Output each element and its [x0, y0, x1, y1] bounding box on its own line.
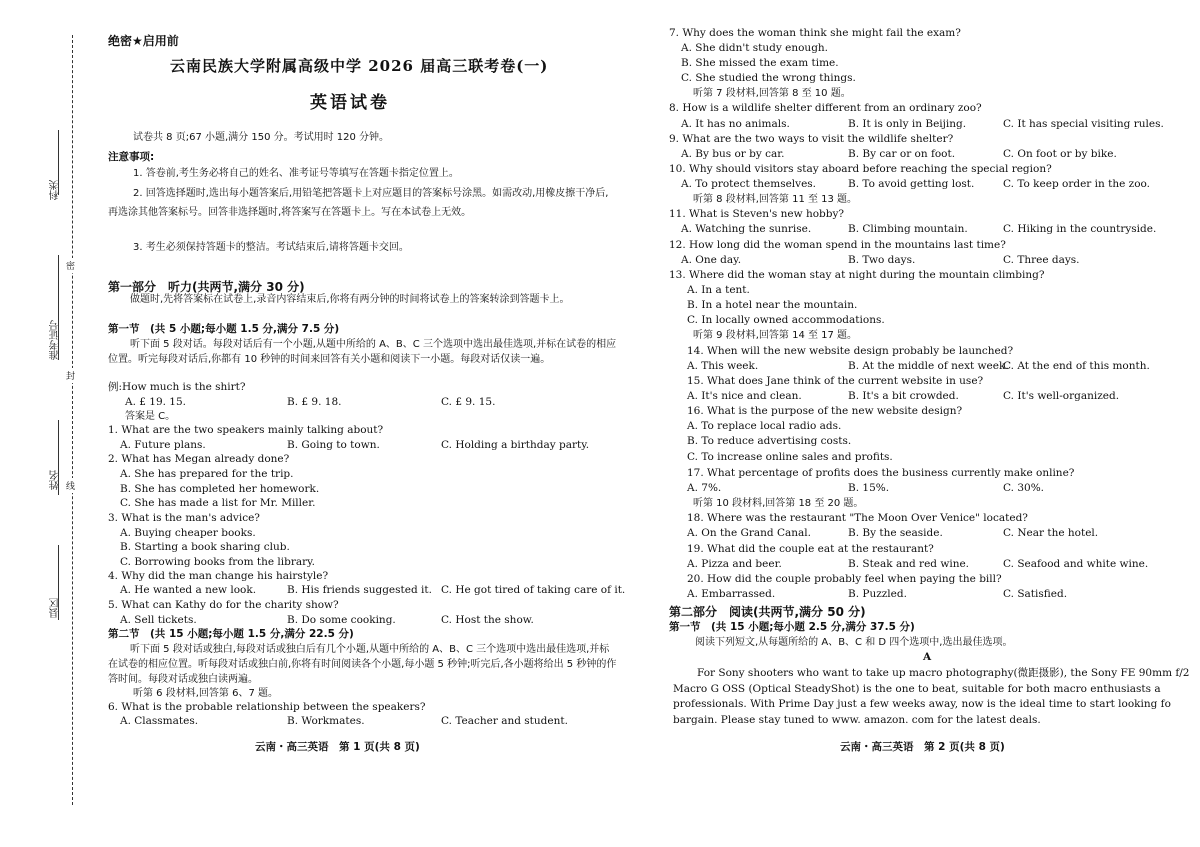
q7-option-c: C. She studied the wrong things.	[681, 72, 856, 84]
seal-char-xian: 线	[66, 478, 75, 493]
q3-option-c: C. Borrowing books from the library.	[120, 556, 316, 568]
question-10: 10. Why should visitors stay aboard before reaching the special region?	[669, 163, 1052, 175]
q18-option-c: C. Near the hotel.	[1003, 527, 1099, 539]
page-1	[105, 0, 625, 847]
passage-letter: A	[923, 651, 932, 663]
question-18: 18. Where was the restaurant "The Moon Over Venice" located?	[687, 512, 1028, 524]
q19-option-a: A. Pizza and beer.	[687, 558, 782, 570]
q11-option-c: C. Hiking in the countryside.	[1003, 223, 1157, 235]
q14-option-b: B. At the middle of next week.	[848, 360, 1009, 372]
q13-option-c: C. In locally owned accommodations.	[687, 314, 885, 326]
question-17: 17. What percentage of profits does the business currently make online?	[687, 467, 1075, 479]
example-option-b: B. £ 9. 18.	[287, 396, 342, 408]
q18-option-a: A. On the Grand Canal.	[687, 527, 812, 539]
material-7-label: 听第 7 段材料,回答第 8 至 10 题。	[693, 88, 851, 99]
question-2: 2. What has Megan already done?	[108, 453, 290, 465]
q12-option-c: C. Three days.	[1003, 254, 1080, 266]
exam-info: 试卷共 8 页;67 小题,满分 150 分。考试用时 120 分钟。	[133, 132, 390, 143]
q17-option-c: C. 30%.	[1003, 482, 1045, 494]
reading-section1-instructions: 阅读下列短文,从每题所给的 A、B、C 和 D 四个选项中,选出最佳选项。	[695, 637, 1013, 648]
q13-option-a: A. In a tent.	[687, 284, 750, 296]
page-1-footer: 云南・高三英语 第 1 页(共 8 页)	[255, 741, 420, 753]
q17-option-b: B. 15%.	[848, 482, 890, 494]
q3-option-a: A. Buying cheaper books.	[120, 527, 256, 539]
note-3: 3. 考生必须保持答题卡的整洁。考试结束后,请将答题卡交回。	[133, 242, 409, 253]
q19-option-b: B. Steak and red wine.	[848, 558, 970, 570]
reading-section1-heading: 第一节 (共 15 小题;每小题 2.5 分,满分 37.5 分)	[669, 621, 915, 633]
question-7: 7. Why does the woman think she might fail the exam?	[669, 27, 961, 39]
q18-option-b: B. By the seaside.	[848, 527, 943, 539]
secret-mark: 绝密★启用前	[108, 34, 179, 48]
section2-instructions: 听下面 5 段对话或独白,每段对话或独白后有几个小题,从题中所给的 A、B、C 三个选项中选出最佳选项,并标在试卷的相应位置。听每段对话或独白前,你将有时间阅读各个小题,每小题 5 秒钟;听完后,各小题将给出 5 秒钟的作答时间。每段对话或独白读两遍。	[108, 644, 617, 686]
seal-char-mi: 密	[66, 258, 75, 273]
q1-option-c: C. Holding a birthday party.	[441, 439, 590, 451]
question-1: 1. What are the two speakers mainly talking about?	[108, 424, 384, 436]
q8-option-c: C. It has special visiting rules.	[1003, 118, 1164, 130]
q5-option-a: A. Sell tickets.	[120, 614, 197, 626]
material-9-label: 听第 9 段材料,回答第 14 至 17 题。	[693, 330, 858, 341]
q16-option-c: C. To increase online sales and profits.	[687, 451, 893, 463]
q14-option-a: A. This week.	[687, 360, 759, 372]
example-option-a: A. £ 19. 15.	[125, 396, 187, 408]
question-3: 3. What is the man's advice?	[108, 512, 260, 524]
q11-option-b: B. Climbing mountain.	[848, 223, 968, 235]
q15-option-b: B. It's a bit crowded.	[848, 390, 959, 402]
q5-option-b: B. Do some cooking.	[287, 614, 396, 626]
q2-option-a: A. She has prepared for the trip.	[120, 468, 294, 480]
question-16: 16. What is the purpose of the new website design?	[687, 405, 963, 417]
question-19: 19. What did the couple eat at the restaurant?	[687, 543, 934, 555]
part1-instructions: 做题时,先将答案标在试卷上,录音内容结束后,你将有两分钟的时间将试卷上的答案转涂到答题卡上。	[130, 294, 570, 305]
q4-option-a: A. He wanted a new look.	[120, 584, 257, 596]
passage-line-1: For Sony shooters who want to take up macro photography(微距摄影), the Sony FE 90mm f/2	[697, 667, 1190, 679]
question-20: 20. How did the couple probably feel when paying the bill?	[687, 573, 1002, 585]
section1-heading: 第一节 (共 5 小题;每小题 1.5 分,满分 7.5 分)	[108, 323, 340, 335]
q4-option-c: C. He got tired of taking care of it.	[441, 584, 626, 596]
q1-option-b: B. Going to town.	[287, 439, 380, 451]
q10-option-a: A. To protect themselves.	[681, 178, 817, 190]
q16-option-a: A. To replace local radio ads.	[687, 420, 842, 432]
q2-option-b: B. She has completed her homework.	[120, 483, 320, 495]
q3-option-b: B. Starting a book sharing club.	[120, 541, 290, 553]
page-2-footer: 云南・高三英语 第 2 页(共 8 页)	[840, 741, 1005, 753]
seal-char-feng: 封	[66, 368, 75, 383]
label-exam-number: 准考证号	[50, 320, 61, 360]
note-2: 2. 回答选择题时,选出每小题答案后,用铅笔把答题卡上对应题目的答案标号涂黑。如需改动,用橡皮擦干净后,再选涂其他答案标号。回答非选择题时,将答案写在答题卡上。写在本试卷上无效。	[108, 188, 609, 218]
notes-heading: 注意事项:	[108, 151, 155, 163]
q12-option-b: B. Two days.	[848, 254, 916, 266]
question-8: 8. How is a wildlife shelter different from an ordinary zoo?	[669, 102, 982, 114]
seal-dashed-line	[72, 35, 73, 805]
question-14: 14. When will the new website design probably be launched?	[687, 345, 1014, 357]
q8-option-a: A. It has no animals.	[681, 118, 790, 130]
q8-option-b: B. It is only in Beijing.	[848, 118, 967, 130]
label-name: 姓名	[50, 470, 61, 490]
exam-title: 云南民族大学附属高级中学 2026 届高三联考卷(一)	[170, 57, 549, 75]
q20-option-a: A. Embarrassed.	[687, 588, 776, 600]
q11-option-a: A. Watching the sunrise.	[681, 223, 812, 235]
note-1: 1. 答卷前,考生务必将自己的姓名、准考证号等填写在答题卡指定位置上。	[133, 168, 459, 179]
q13-option-b: B. In a hotel near the mountain.	[687, 299, 858, 311]
material-6-label: 听第 6 段材料,回答第 6、7 题。	[133, 688, 278, 699]
q12-option-a: A. One day.	[681, 254, 742, 266]
question-6: 6. What is the probable relationship between the speakers?	[108, 701, 426, 713]
example-answer: 答案是 C。	[125, 411, 176, 422]
q20-option-c: C. Satisfied.	[1003, 588, 1068, 600]
q15-option-a: A. It's nice and clean.	[687, 390, 802, 402]
question-9: 9. What are the two ways to visit the wildlife shelter?	[669, 133, 954, 145]
q7-option-b: B. She missed the exam time.	[681, 57, 839, 69]
exam-subject-title: 英语试卷	[310, 93, 390, 113]
q9-option-a: A. By bus or by car.	[681, 148, 785, 160]
material-10-label: 听第 10 段材料,回答第 18 至 20 题。	[693, 498, 864, 509]
q1-option-a: A. Future plans.	[120, 439, 206, 451]
label-subject: 科类	[50, 180, 61, 200]
q10-option-c: C. To keep order in the zoo.	[1003, 178, 1150, 190]
q10-option-b: B. To avoid getting lost.	[848, 178, 975, 190]
question-5: 5. What can Kathy do for the charity show?	[108, 599, 339, 611]
example-question: 例:How much is the shirt?	[108, 381, 246, 393]
section1-instructions: 听下面 5 段对话。每段对话后有一个小题,从题中所给的 A、B、C 三个选项中选出最佳选项,并标在试卷的相应位置。听完每段对话后,你都有 10 秒钟的时间来回答有关小题和阅读下一小题。每段对话仅读一遍。	[108, 339, 617, 366]
part2-heading: 第二部分 阅读(共两节,满分 50 分)	[669, 605, 866, 619]
q9-option-c: C. On foot or by bike.	[1003, 148, 1117, 160]
q15-option-c: C. It's well-organized.	[1003, 390, 1120, 402]
part1-heading: 第一部分 听力(共两节,满分 30 分)	[108, 280, 305, 294]
q5-option-c: C. Host the show.	[441, 614, 534, 626]
question-15: 15. What does Jane think of the current website in use?	[687, 375, 984, 387]
q4-option-b: B. His friends suggested it.	[287, 584, 432, 596]
question-12: 12. How long did the woman spend in the mountains last time?	[669, 239, 1006, 251]
q14-option-c: C. At the end of this month.	[1003, 360, 1150, 372]
material-8-label: 听第 8 段材料,回答第 11 至 13 题。	[693, 194, 858, 205]
passage-line-4: bargain. Please stay tuned to www. amazon. com for the latest deals.	[673, 714, 1041, 726]
passage-line-2: Macro G OSS (Optical SteadyShot) is the one to beat, suitable for both macro enthusiasts a	[673, 683, 1161, 695]
question-11: 11. What is Steven's new hobby?	[669, 208, 845, 220]
label-county: 县区	[50, 598, 61, 618]
binding-strip	[0, 0, 100, 847]
question-4: 4. Why did the man change his hairstyle?	[108, 570, 329, 582]
q6-option-a: A. Classmates.	[120, 715, 199, 727]
q16-option-b: B. To reduce advertising costs.	[687, 435, 852, 447]
q20-option-b: B. Puzzled.	[848, 588, 907, 600]
page-2	[665, 0, 1200, 847]
q7-option-a: A. She didn't study enough.	[681, 42, 829, 54]
question-13: 13. Where did the woman stay at night during the mountain climbing?	[669, 269, 1045, 281]
section2-heading: 第二节 (共 15 小题;每小题 1.5 分,满分 22.5 分)	[108, 628, 354, 640]
q2-option-c: C. She has made a list for Mr. Miller.	[120, 497, 316, 509]
q17-option-a: A. 7%.	[687, 482, 722, 494]
q9-option-b: B. By car or on foot.	[848, 148, 956, 160]
q6-option-b: B. Workmates.	[287, 715, 365, 727]
q19-option-c: C. Seafood and white wine.	[1003, 558, 1149, 570]
q6-option-c: C. Teacher and student.	[441, 715, 568, 727]
passage-line-3: professionals. With Prime Day just a few weeks away, now is the ideal time to start looking fo	[673, 698, 1171, 710]
example-option-c: C. £ 9. 15.	[441, 396, 496, 408]
